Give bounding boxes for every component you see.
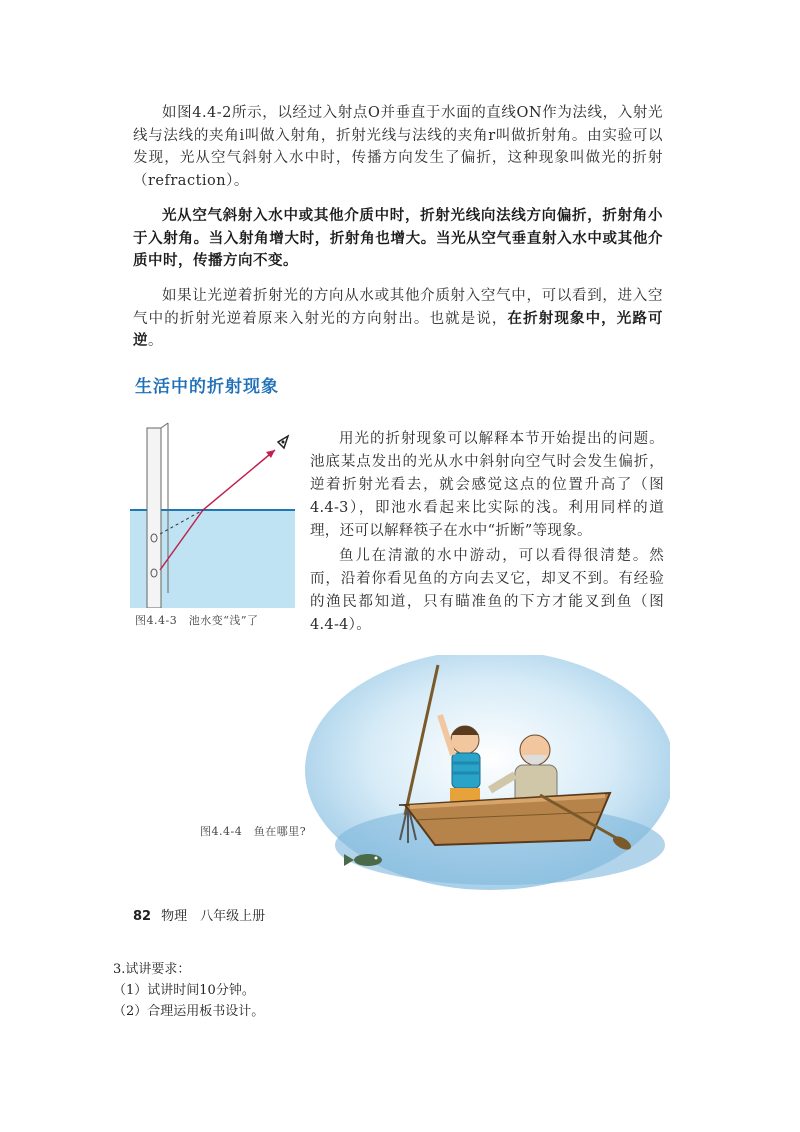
- paragraph-reversibility: [133, 285, 663, 353]
- paragraph-fishing: 鱼儿在清澈的水中游动，可以看得很清楚。然而，沿着你看见鱼的方向去叉它，却叉不到。有经验的渔民都知道，只有瞄准鱼的下方才能叉到鱼（图4.4-4）。: [310, 548, 664, 633]
- pool-refraction-diagram: [130, 418, 295, 608]
- requirement-board: （2）合理运用板书设计。: [113, 1004, 265, 1019]
- book-title: 物理 八年级上册: [161, 909, 266, 924]
- requirement-time: （1）试讲时间10分钟。: [113, 983, 255, 998]
- figure-caption-fish: 图4.4-4 鱼在哪里?: [200, 825, 307, 838]
- section-title: 生活中的折射现象: [135, 377, 279, 397]
- requirements-heading: 3.试讲要求：: [113, 962, 191, 977]
- page-number: 82: [133, 909, 152, 924]
- pool-wall: [147, 428, 161, 608]
- eye-icon: [278, 436, 288, 448]
- reversibility-end: 。: [148, 333, 163, 349]
- reversibility-emphasis: 在折射现象中，光路可逆: [133, 310, 664, 349]
- reversibility-text: 如果让光逆着折射光的方向从水或其他介质射入空气中，可以看到，进入空气中的折射光逆着原来入射光的方向射出。也就是说，: [133, 288, 663, 327]
- paragraph-refraction-definition: 如图4.4-2所示，以经过入射点O并垂直于水面的直线ON作为法线，入射光线与法线的夹角i叫做入射角，折射光线与法线的夹角r叫做折射角。由实验可以发现，光从空气斜射入水中时，传播方向发生了偏折，这种现象叫做光的折射（refraction）。: [133, 105, 663, 189]
- page-footer: [133, 905, 265, 924]
- paragraph-refraction-law: 光从空气斜射入水中或其他介质中时，折射光线向法线方向偏折，折射角小于入射角。当入射角增大时，折射角也增大。当光从空气垂直射入水中或其他介质中时，传播方向不变。: [133, 208, 663, 269]
- paragraph-pool-explanation: 用光的折射现象可以解释本节开始提出的问题。池底某点发出的光从水中斜射向空气时会发生偏折，逆着折射光看去，就会感觉这点的位置升高了（图4.4-3），即池水看起来比实际的浅。利用同样的道理，还可以解释筷子在水中“折断”等现象。: [310, 431, 664, 539]
- refracted-ray-air: [203, 450, 275, 510]
- fishing-boat-illustration: [300, 655, 670, 895]
- figure-caption-pool: 图4.4-3 池水变“浅”了: [135, 614, 259, 627]
